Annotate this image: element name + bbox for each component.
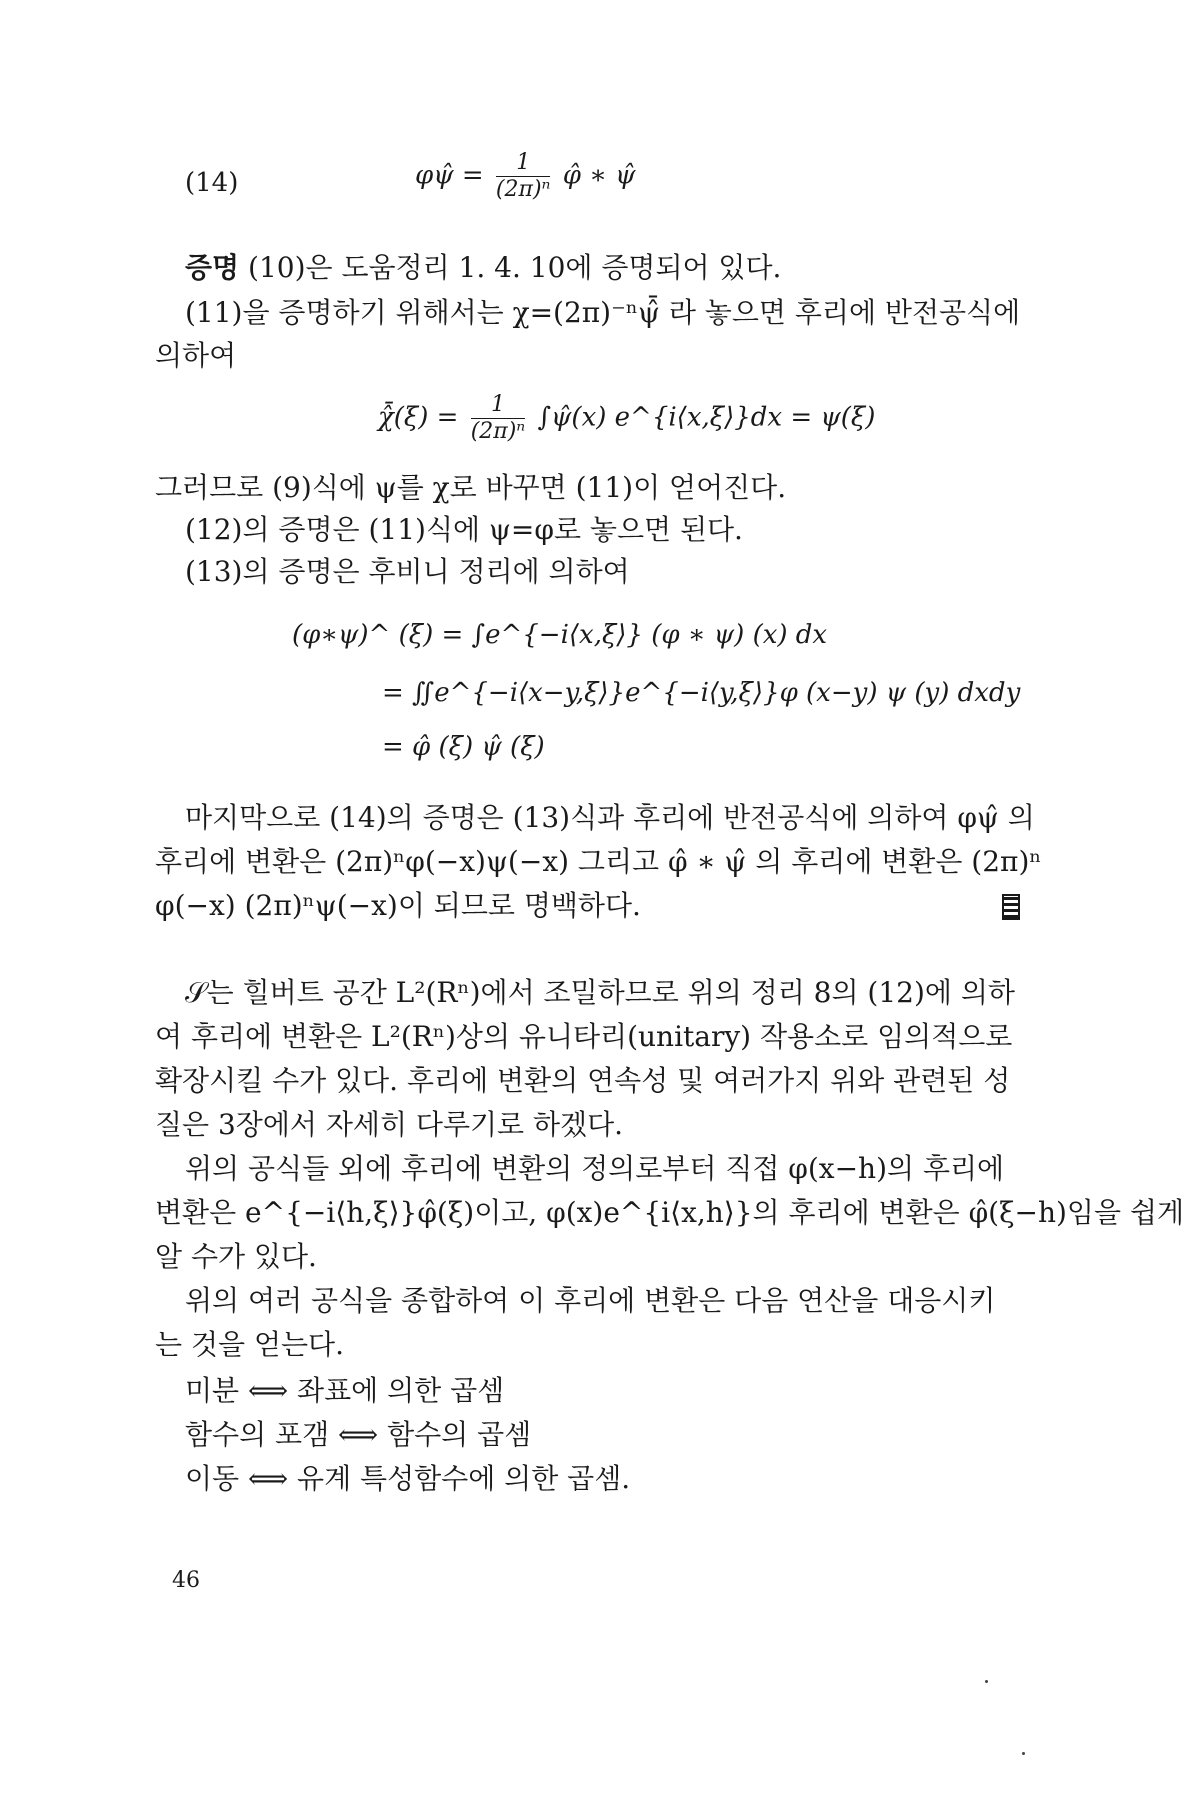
correspondence-1: 미분 ⟺ 좌표에 의한 곱셈 (185, 1374, 505, 1407)
equation-14-rhs: φ̂ ∗ ψ̂ (562, 160, 636, 191)
equation-13-line-1: (φ∗ψ)^ (ξ) = ∫e^{−i⟨x,ξ⟩} (φ ∗ ψ) (x) dx (292, 620, 828, 650)
proof-line-1-text: (10)은 도움정리 1. 4. 10에 증명되어 있다. (248, 251, 782, 284)
proof-line-9: φ(−x) (2π)ⁿψ(−x)이 되므로 명백하다. (155, 889, 641, 922)
equation-chi-lhs: χ̂̄(ξ) = (378, 402, 459, 433)
para-3-line-1: 위의 여러 공식을 종합하여 이 후리에 변환은 다음 연산을 대응시키 (185, 1284, 996, 1317)
proof-line-3: 의하여 (155, 339, 237, 372)
para-2-line-1: 위의 공식들 외에 후리에 변환의 정의로부터 직접 φ(x−h)의 후리에 (185, 1152, 1005, 1185)
correspondence-3: 이동 ⟺ 유계 특성함수에 의한 곱셈. (185, 1462, 631, 1495)
correspondence-2: 함수의 포갬 ⟺ 함수의 곱셈 (185, 1418, 532, 1451)
equation-chi-denominator: (2π)ⁿ (470, 419, 526, 444)
qed-mark (1002, 894, 1020, 920)
para-3-line-2: 는 것을 얻는다. (155, 1328, 344, 1361)
scan-speck (985, 1680, 988, 1683)
para-2-line-3: 알 수가 있다. (155, 1240, 317, 1273)
equation-chi (378, 392, 875, 445)
equation-14 (415, 150, 636, 203)
proof-line-1 (185, 250, 781, 286)
proof-line-6: (13)의 증명은 후비니 정리에 의하여 (185, 555, 630, 588)
proof-line-8: 후리에 변환은 (2π)ⁿφ(−x)ψ(−x) 그리고 φ̂ ∗ ψ̂ 의 후리에 변환은 (2π)ⁿ (155, 845, 1042, 878)
para-1-line-4: 질은 3장에서 자세히 다루기로 하겠다. (155, 1108, 624, 1141)
proof-label: 증명 (185, 251, 240, 284)
equation-14-lhs: φψ̂ = (415, 160, 484, 191)
equation-chi-rhs: ∫ψ̂(x) e^{i⟨x,ξ⟩}dx = ψ(ξ) (537, 402, 876, 433)
equation-chi-numerator: 1 (471, 392, 526, 419)
para-1-line-2: 여 후리에 변환은 L²(Rⁿ)상의 유니타리(unitary) 작용소로 임의적으로 (155, 1020, 1013, 1053)
proof-line-4: 그러므로 (9)식에 ψ를 χ로 바꾸면 (11)이 얻어진다. (155, 471, 787, 504)
equation-14-numerator: 1 (496, 150, 551, 177)
equation-14-denominator: (2π)ⁿ (495, 177, 551, 202)
equation-14-fraction (496, 150, 551, 203)
proof-line-5: (12)의 증명은 (11)식에 ψ=φ로 놓으면 된다. (185, 513, 743, 546)
equation-13-line-2: = ∬e^{−i⟨x−y,ξ⟩}e^{−i⟨y,ξ⟩}φ (x−y) ψ (y) dxdy (382, 678, 1021, 708)
equation-number-14: (14) (185, 168, 239, 198)
equation-chi-fraction (471, 392, 526, 445)
proof-line-7: 마지막으로 (14)의 증명은 (13)식과 후리에 반전공식에 의하여 φψ̂ 의 (185, 801, 1035, 834)
para-1-line-1: 𝒮는 힐버트 공간 L²(Rⁿ)에서 조밀하므로 위의 정리 8의 (12)에 의하 (185, 976, 1015, 1009)
proof-line-2: (11)을 증명하기 위해서는 χ=(2π)⁻ⁿψ̂̄ 라 놓으면 후리에 반전공식에 (185, 296, 1021, 329)
page-number: 46 (172, 1568, 200, 1593)
equation-13-line-3: = φ̂ (ξ) ψ̂ (ξ) (382, 732, 545, 762)
para-1-line-3: 확장시킬 수가 있다. 후리에 변환의 연속성 및 여러가지 위와 관련된 성 (155, 1064, 1011, 1097)
scan-speck (1022, 1752, 1025, 1755)
para-2-line-2: 변환은 e^{−i⟨h,ξ⟩}φ̂(ξ)이고, φ(x)e^{i⟨x,h⟩}의 후리에 변환은 φ̂(ξ−h)임을 쉽게 (155, 1196, 1185, 1229)
